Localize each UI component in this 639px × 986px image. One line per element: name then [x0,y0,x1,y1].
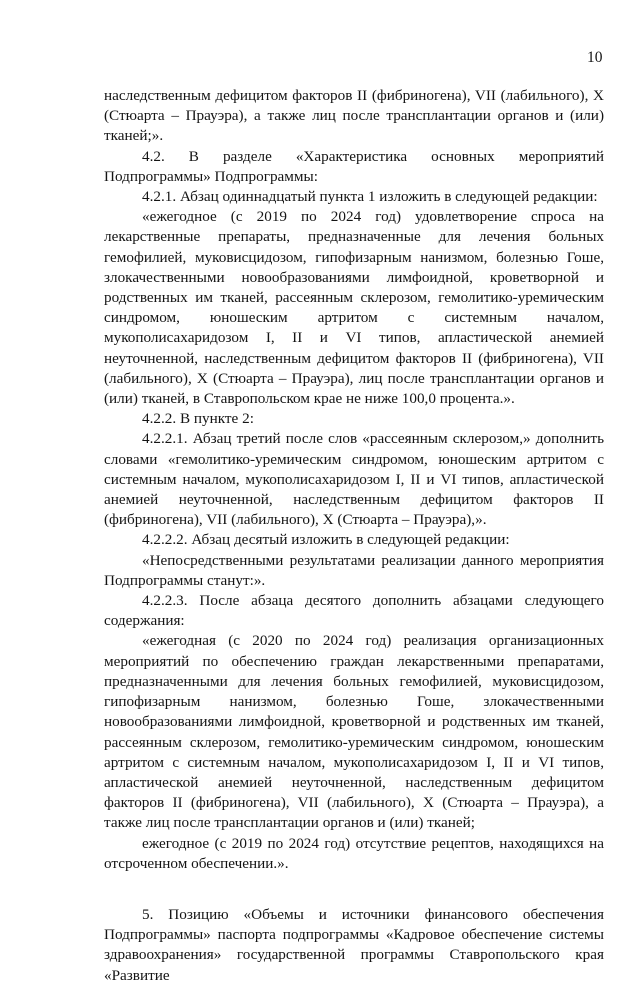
paragraph: 4.2.2.1. Абзац третий после слов «рассеянным склерозом,» дополнить словами «гемолитико-уремическим синдромом, юношеским артритом с системным началом, мукополисахаридозом I, II и VI типов, апластической анемией неуточненной, наследственным дефицитом факторов II (фибриногена), VII (лабильного), X (Стюарта – Прауэра),». [104,430,604,529]
paragraph: 4.2.1. Абзац одиннадцатый пункта 1 изложить в следующей редакции: [142,188,598,206]
document-body [104,86,604,986]
paragraph: наследственным дефицитом факторов II (фибриногена), VII (лабильного), X (Стюарта – Прауэра), а также лиц после трансплантации органов и (или) тканей;». [104,87,604,145]
paragraph: «Непосредственными результатами реализации данного мероприятия Подпрограммы станут:». [104,551,604,589]
paragraph: 4.2.2. В пункте 2: [142,410,254,428]
paragraph: 4.2.2.3. После абзаца десятого дополнить абзацами следующего содержания: [104,592,604,630]
paragraph: «ежегодное (с 2019 по 2024 год) удовлетворение спроса на лекарственные препараты, предназначенные для лечения больных гемофилией, муковисцидозом, гипофизарным нанизмом, болезнью Гоше, злокачественными новообразованиями лимфоидной, кроветворной и родственных им тканей, рассеянным склерозом, гемолитико-уремическим синдромом, юношеским артритом с системным началом, мукополисахаридозом I, II и VI типов, апластической анемией неуточненной, наследственным дефицитом факторов II (фибриногена), VII (лабильного), X (Стюарта – Прауэра), лиц после трансплантации органов и (или) тканей, в Ставропольском крае не ниже 100,0 процента.». [104,208,604,408]
paragraph: 4.2. В разделе «Характеристика основных мероприятий Подпрограммы» Подпрограммы: [104,147,604,185]
paragraph: 5. Позицию «Объемы и источники финансового обеспечения Подпрограммы» паспорта подпрограммы «Кадровое обеспечение системы здравоохранения» государственной программы Ставропольского края «Развитие [104,905,604,984]
page-number: 10 [587,49,603,66]
paragraph: 4.2.2.2. Абзац десятый изложить в следующей редакции: [142,531,510,549]
paragraph: «ежегодная (с 2020 по 2024 год) реализация организационных мероприятий по обеспечению граждан лекарственными препаратами, предназначенными для лечения больных гемофилией, муковисцидозом, гипофизарным нанизмом, болезнью Гоше, злокачественными новообразованиями лимфоидной, кроветворной и родственных им тканей, рассеянным склерозом, гемолитико-уремическим синдромом, юношеским артритом с системным началом, мукополисахаридозом I, II и VI типов, апластической анемией неуточненной, наследственным дефицитом факторов II (фибриногена), VII (лабильного), X (Стюарта – Прауэра), а также лиц после трансплантации органов и (или) тканей; [104,632,604,832]
paragraph: ежегодное (с 2019 по 2024 год) отсутствие рецептов, находящихся на отсроченном обеспечении.». [104,834,604,872]
